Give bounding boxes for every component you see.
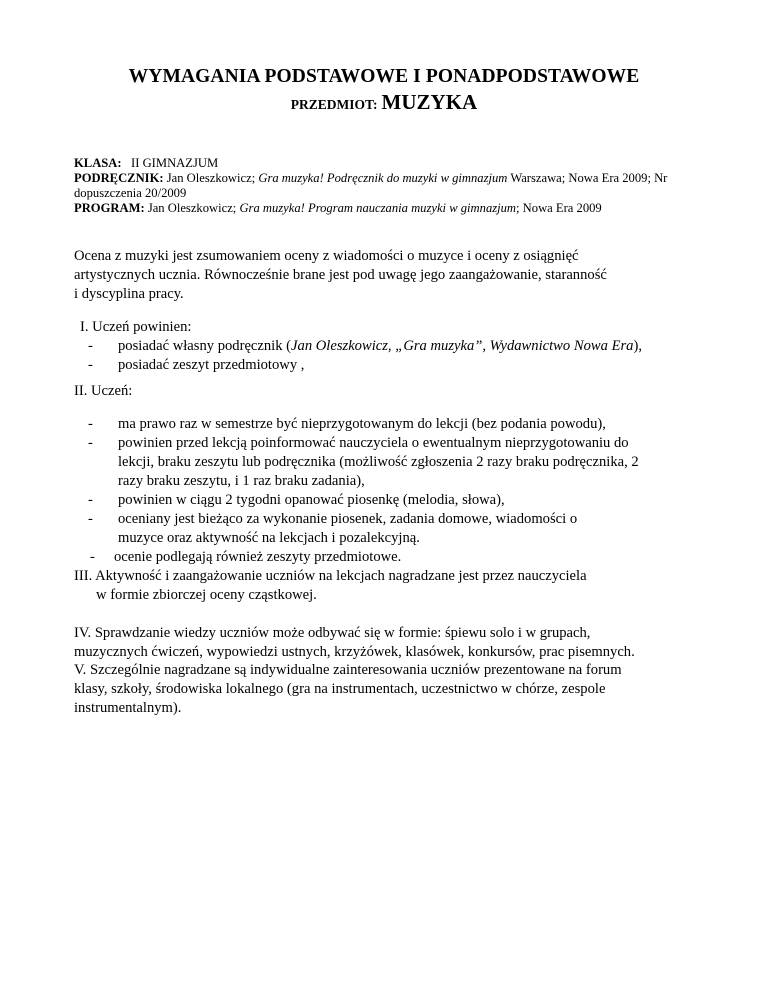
- section-4-line: IV. Sprawdzanie wiedzy uczniów może odbywać się w formie: śpiewu solo i w grupach,: [74, 625, 591, 641]
- section-2-heading: II. Uczeń:: [74, 383, 133, 399]
- list-item-text: oceniany jest bieżąco za wykonanie piosenek, zadania domowe, wiadomości o muzyce oraz aktywność na lekcjach i pozalekcyjną.: [118, 511, 578, 546]
- section-5-line: klasy, szkoły, środowiska lokalnego (gra na instrumentach, uczestnictwo w chórze, zespole: [74, 681, 606, 697]
- intro-line: artystycznych ucznia. Równocześnie brane jest pod uwagę jego zaangażowanie, staranność: [74, 267, 607, 283]
- course-metadata: [74, 156, 714, 216]
- list-item: [74, 510, 714, 548]
- program-label: PROGRAM:: [74, 201, 145, 215]
- list-dash: -: [88, 435, 93, 451]
- list-item-text: powinien przed lekcją poinformować nauczyciela o ewentualnym nieprzygotowaniu do lekcji, braku zeszytu lub podręcznika (możliwość zgłoszenia 2 razy braku podręcznika, 2 razy braku zeszytu, i 1 raz braku zadania),: [118, 435, 639, 489]
- list-dash: -: [88, 492, 93, 508]
- list-item: [74, 337, 714, 356]
- intro-line: Ocena z muzyki jest zsumowaniem oceny z wiadomości o muzyce i oceny z osiągnięć: [74, 248, 579, 264]
- list-item-text: posiadać własny podręcznik (Jan Oleszkowicz, „Gra muzyka”, Wydawnictwo Nowa Era),: [118, 338, 642, 354]
- class-label: KLASA:: [74, 156, 122, 170]
- intro-line: i dyscyplina pracy.: [74, 286, 184, 302]
- section-4-line: muzycznych ćwiczeń, wypowiedzi ustnych, krzyżówek, klasówek, konkursów, prac pisemnych.: [74, 644, 635, 660]
- intro-paragraph: [74, 247, 714, 304]
- subject-value: MUZYKA: [381, 90, 478, 114]
- class-line: [74, 156, 714, 171]
- list-item-text: ocenie podlegają również zeszyty przedmiotowe.: [114, 549, 402, 565]
- list-item-text: posiadać zeszyt przedmiotowy ,: [118, 357, 305, 373]
- textbook-approval: dopuszczenia 20/2009: [74, 186, 187, 200]
- subject-line: [0, 90, 768, 115]
- textbook-label: PODRĘCZNIK:: [74, 171, 164, 185]
- section-3: [74, 567, 714, 605]
- section-1-heading: I. Uczeń powinien:: [80, 319, 192, 335]
- subject-label: PRZEDMIOT:: [290, 97, 378, 112]
- section-2: [74, 382, 714, 567]
- list-item: [74, 434, 714, 491]
- section-4: [74, 624, 714, 662]
- section-5: [74, 661, 714, 718]
- textbook-publisher: Warszawa; Nowa Era 2009; Nr: [510, 171, 668, 185]
- section-5-line: instrumentalnym).: [74, 700, 182, 716]
- list-dash: -: [88, 511, 93, 527]
- list-item: [74, 356, 714, 375]
- list-dash: -: [90, 549, 95, 565]
- list-dash: -: [88, 416, 93, 432]
- class-value: II GIMNAZJUM: [131, 156, 219, 170]
- program-line: [74, 201, 714, 216]
- list-item: [74, 491, 714, 510]
- program-author: Jan Oleszkowicz;: [147, 201, 237, 215]
- textbook-reference: Jan Oleszkowicz, „Gra muzyka”, Wydawnictwo Nowa Era: [291, 338, 634, 354]
- document-title: WYMAGANIA PODSTAWOWE I PONADPODSTAWOWE: [128, 66, 640, 87]
- program-title: Gra muzyka! Program nauczania muzyki w gimnazjum: [239, 201, 517, 215]
- textbook-title: Gra muzyka! Podręcznik do muzyki w gimnazjum: [258, 171, 508, 185]
- program-publisher: ; Nowa Era 2009: [516, 201, 602, 215]
- textbook-line: [74, 171, 714, 201]
- section-3-line: w formie zbiorczej oceny cząstkowej.: [96, 587, 317, 603]
- list-dash: -: [88, 338, 93, 354]
- section-3-line: III. Aktywność i zaangażowanie uczniów na lekcjach nagradzane jest przez nauczyciela: [74, 568, 587, 584]
- list-item: [74, 548, 714, 567]
- list-item-text: ma prawo raz w semestrze być nieprzygotowanym do lekcji (bez podania powodu),: [118, 416, 606, 432]
- section-5-line: V. Szczególnie nagradzane są indywidualne zainteresowania uczniów prezentowane na forum: [74, 662, 622, 678]
- section-1: [74, 318, 714, 375]
- list-dash: -: [88, 357, 93, 373]
- list-item: [74, 415, 714, 434]
- textbook-author: Jan Oleszkowicz;: [166, 171, 256, 185]
- list-item-text: powinien w ciągu 2 tygodni opanować piosenkę (melodia, słowa),: [118, 492, 505, 508]
